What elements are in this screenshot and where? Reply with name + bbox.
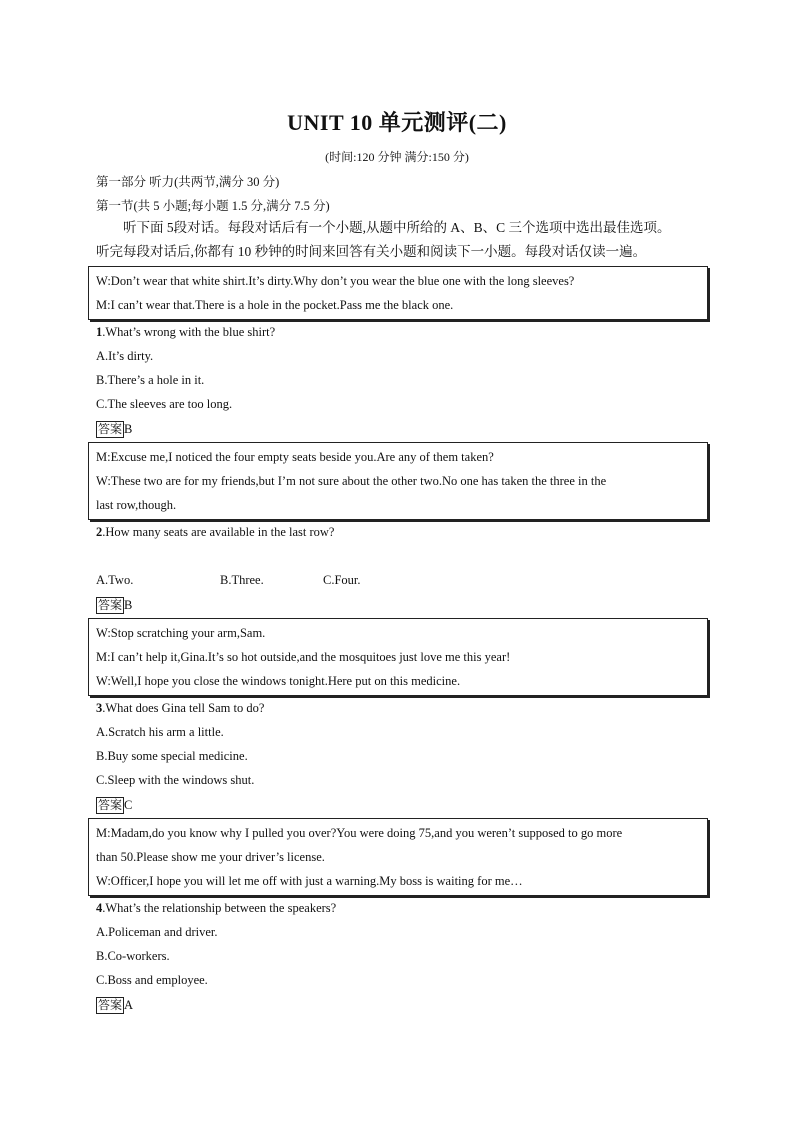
option-c: C.Sleep with the windows shut. [96, 773, 255, 787]
question-stem: .What’s the relationship between the speakers? [102, 901, 337, 915]
dialogue-line: W:Well,I hope you close the windows tonight.Here put on this medicine. [96, 674, 461, 688]
answer-value: B [124, 598, 133, 612]
dialogue-line: W:Officer,I hope you will let me off with just a warning.My boss is waiting for me… [96, 874, 523, 888]
dialogue-line: M:I can’t help it,Gina.It’s so hot outside,and the mosquitoes just love me this year! [96, 650, 511, 664]
answer-tag: 答案 [98, 998, 123, 1012]
question-2 [96, 520, 334, 544]
answer-4 [96, 996, 133, 1014]
option-c: C.Boss and employee. [96, 973, 208, 987]
option-b: B.There’s a hole in it. [96, 373, 205, 387]
dialogue-line: than 50.Please show me your driver’s license. [96, 850, 325, 864]
question-1 [96, 320, 275, 344]
question-number: 3 [96, 701, 103, 715]
dialogue-box-3 [88, 618, 708, 696]
answer-value: C [124, 798, 133, 812]
option-c: C.Four. [323, 573, 361, 587]
listening-instructions [96, 216, 700, 264]
part-heading: 第一部分 听力(共两节,满分 30 分) [96, 175, 280, 189]
dialogue-box-2 [88, 442, 708, 520]
question-number: 1 [96, 325, 103, 339]
dialogue-box-1 [88, 266, 708, 320]
question-number: 4 [96, 901, 103, 915]
answer-value: B [124, 422, 133, 436]
question-stem: .What’s wrong with the blue shirt? [102, 325, 276, 339]
answer-2 [96, 596, 132, 614]
dialogue-line: W:Don’t wear that white shirt.It’s dirty.Why don’t you wear the blue one with the long sleeves? [96, 274, 575, 288]
dialogue-line: W:These two are for my friends,but I’m not sure about the other two.No one has taken the three in the [96, 474, 607, 488]
option-a: A.Two. [96, 573, 134, 587]
dialogue-line: W:Stop scratching your arm,Sam. [96, 626, 266, 640]
instruction-line-2: 听完每段对话后,你都有 10 秒钟的时间来回答有关小题和阅读下一小题。每段对话仅读一遍。 [96, 244, 647, 259]
answer-value: A [124, 998, 134, 1012]
instruction-line-1: 听下面 5段对话。每段对话后有一个小题,从题中所给的 A、B、C 三个选项中选出最佳选项。 [123, 220, 671, 235]
answer-1 [96, 420, 132, 438]
dialogue-line: M:Madam,do you know why I pulled you over?You were doing 75,and you weren’t supposed to go more [96, 826, 623, 840]
answer-3 [96, 796, 132, 814]
option-a: A.It’s dirty. [96, 349, 154, 363]
page-title: UNIT 10 单元测评(二) [287, 110, 507, 135]
section-heading: 第一节(共 5 小题;每小题 1.5 分,满分 7.5 分) [96, 199, 330, 213]
question-stem: .How many seats are available in the last row? [102, 525, 335, 539]
option-a: A.Scratch his arm a little. [96, 725, 224, 739]
options-row-2 [96, 568, 361, 592]
dialogue-box-4 [88, 818, 708, 896]
option-b: B.Buy some special medicine. [96, 749, 248, 763]
time-score-info: (时间:120 分钟 满分:150 分) [325, 150, 469, 164]
dialogue-line: M:Excuse me,I noticed the four empty seats beside you.Are any of them taken? [96, 450, 494, 464]
answer-tag: 答案 [98, 798, 123, 812]
question-3 [96, 696, 264, 720]
question-stem: .What does Gina tell Sam to do? [102, 701, 265, 715]
answer-tag: 答案 [98, 598, 123, 612]
dialogue-line: last row,though. [96, 498, 177, 512]
option-b: B.Co-workers. [96, 949, 170, 963]
question-4 [96, 896, 336, 920]
question-number: 2 [96, 525, 103, 539]
dialogue-line: M:I can’t wear that.There is a hole in the pocket.Pass me the black one. [96, 298, 454, 312]
option-a: A.Policeman and driver. [96, 925, 218, 939]
option-c: C.The sleeves are too long. [96, 397, 233, 411]
option-b: B.Three. [220, 573, 264, 587]
answer-tag: 答案 [98, 422, 123, 436]
